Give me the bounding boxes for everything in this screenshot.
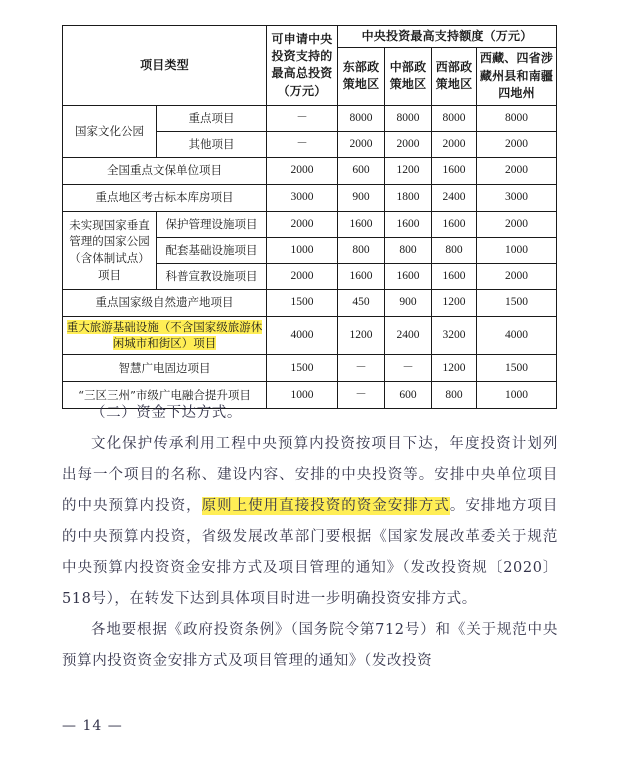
- row-subtype: 重点项目: [157, 105, 267, 131]
- central-investment-support-table: [62, 25, 557, 409]
- table-row: [63, 105, 557, 131]
- header-region-central: 中部政策地区: [385, 48, 432, 105]
- row-subtype: 科普宣教设施项目: [157, 263, 267, 289]
- cell-tibet: 2000: [477, 211, 557, 237]
- row-group-smart-broadcast-border: 智慧广电固边项目: [63, 354, 267, 381]
- cell-max-total: 2000: [267, 157, 338, 184]
- highlighted-phrase: 原则上使用直接投资的资金安排方式: [201, 498, 450, 514]
- cell-tibet: 1000: [477, 381, 557, 408]
- cell-east: 2000: [338, 131, 385, 157]
- cell-east: 1600: [338, 263, 385, 289]
- cell-east: 900: [338, 184, 385, 211]
- table-row: [63, 211, 557, 237]
- cell-central: 2000: [385, 131, 432, 157]
- cell-west: 2000: [432, 131, 477, 157]
- cell-tibet: 2000: [477, 263, 557, 289]
- cell-east: 450: [338, 289, 385, 316]
- cell-central: 2400: [385, 316, 432, 354]
- row-subtype: 保护管理设施项目: [157, 211, 267, 237]
- cell-central: －: [385, 354, 432, 381]
- paragraph-text-part-2: 。安排地方项目的中央预算内投资，省级发展改革部门要根据《国家发展改革委关于规范中央预算内投资资金安排方式及项目管理的通知》（发改投资规〔2020〕518号），在转发下达到具体项目时进一步明确投资安排方式。: [62, 498, 559, 607]
- row-group-major-tourism-infrastructure: [63, 316, 267, 354]
- header-central-support-group: 中央投资最高支持额度（万元）: [338, 26, 557, 48]
- cell-central: 800: [385, 237, 432, 263]
- cell-max-total: 1500: [267, 354, 338, 381]
- row-group-national-culture-park: 国家文化公园: [63, 105, 157, 157]
- cell-tibet: 1500: [477, 289, 557, 316]
- table-row: [63, 354, 557, 381]
- cell-east: 800: [338, 237, 385, 263]
- row-subtype: 配套基础设施项目: [157, 237, 267, 263]
- cell-tibet: 8000: [477, 105, 557, 131]
- header-region-tibet: 西藏、四省涉藏州县和南疆四地州: [477, 48, 557, 105]
- cell-west: 1600: [432, 211, 477, 237]
- cell-east: 8000: [338, 105, 385, 131]
- cell-west: 8000: [432, 105, 477, 131]
- cell-max-total: 4000: [267, 316, 338, 354]
- cell-max-total: －: [267, 105, 338, 131]
- cell-west: 3200: [432, 316, 477, 354]
- cell-west: 1600: [432, 157, 477, 184]
- cell-max-total: 2000: [267, 211, 338, 237]
- cell-tibet: 1500: [477, 354, 557, 381]
- cell-west: 1600: [432, 263, 477, 289]
- cell-central: 600: [385, 381, 432, 408]
- cell-central: 1800: [385, 184, 432, 211]
- table-header-row-1: [63, 26, 557, 48]
- header-region-west: 西部政策地区: [432, 48, 477, 105]
- investment-table-container: [62, 25, 556, 409]
- header-region-east: 东部政策地区: [338, 48, 385, 105]
- section-heading: （二）资金下达方式。: [91, 405, 242, 421]
- row-group-national-natural-heritage: 重点国家级自然遗产地项目: [63, 289, 267, 316]
- row-group-national-park-non-vertical: 未实现国家垂直管理的国家公园（含体制试点）项目: [63, 211, 157, 289]
- cell-tibet: 3000: [477, 184, 557, 211]
- cell-east: 600: [338, 157, 385, 184]
- cell-central: 1600: [385, 211, 432, 237]
- table-row: [63, 184, 557, 211]
- row-group-national-key-heritage: 全国重点文保单位项目: [63, 157, 267, 184]
- cell-east: 1600: [338, 211, 385, 237]
- row-subtype: 其他项目: [157, 131, 267, 157]
- cell-west: 800: [432, 237, 477, 263]
- cell-max-total: 2000: [267, 263, 338, 289]
- cell-west: 800: [432, 381, 477, 408]
- cell-max-total: 3000: [267, 184, 338, 211]
- document-body-text: [62, 398, 558, 677]
- table-row: [63, 157, 557, 184]
- cell-central: 1600: [385, 263, 432, 289]
- table-body: [63, 105, 557, 408]
- cell-tibet: 2000: [477, 157, 557, 184]
- cell-central: 8000: [385, 105, 432, 131]
- cell-max-total: －: [267, 131, 338, 157]
- table-row-highlighted: [63, 316, 557, 354]
- header-max-total-investment: 可申请中央投资支持的最高总投资（万元）: [267, 26, 338, 106]
- header-project-type: 项目类型: [63, 26, 267, 106]
- cell-west: 2400: [432, 184, 477, 211]
- table-head: [63, 26, 557, 106]
- paragraph-text-part-1: 文化保护传承利用工程中央预算内投资按项目下达，年度投资计划列出每一个项目的名称、建设内容、安排的中央投资等。安排中央单位项目的中央预算内投资，: [62, 436, 558, 514]
- row-group-sanqu-sanzhou-broadcast: “三区三州”市级广电融合提升项目: [63, 381, 267, 408]
- cell-tibet: 2000: [477, 131, 557, 157]
- table-row: [63, 289, 557, 316]
- cell-max-total: 1000: [267, 237, 338, 263]
- cell-central: 900: [385, 289, 432, 316]
- paragraph-local-requirements: 各地要根据《政府投资条例》（国务院令第712号）和《关于规范中央预算内投资资金安排方式及项目管理的通知》（发改投资: [62, 622, 558, 669]
- row-group-archaeology-storage: 重点地区考古标本库房项目: [63, 184, 267, 211]
- cell-east: －: [338, 354, 385, 381]
- highlighted-text: 重大旅游基础设施（不含国家级旅游休闲城市和街区）项目: [66, 319, 263, 351]
- cell-west: 1200: [432, 354, 477, 381]
- paragraph-funding-allocation: [62, 429, 558, 615]
- cell-east: 1200: [338, 316, 385, 354]
- cell-tibet: 1000: [477, 237, 557, 263]
- page-number: — 14 —: [62, 718, 123, 734]
- cell-west: 1200: [432, 289, 477, 316]
- cell-tibet: 4000: [477, 316, 557, 354]
- cell-central: 1200: [385, 157, 432, 184]
- cell-east: －: [338, 381, 385, 408]
- cell-max-total: 1000: [267, 381, 338, 408]
- cell-max-total: 1500: [267, 289, 338, 316]
